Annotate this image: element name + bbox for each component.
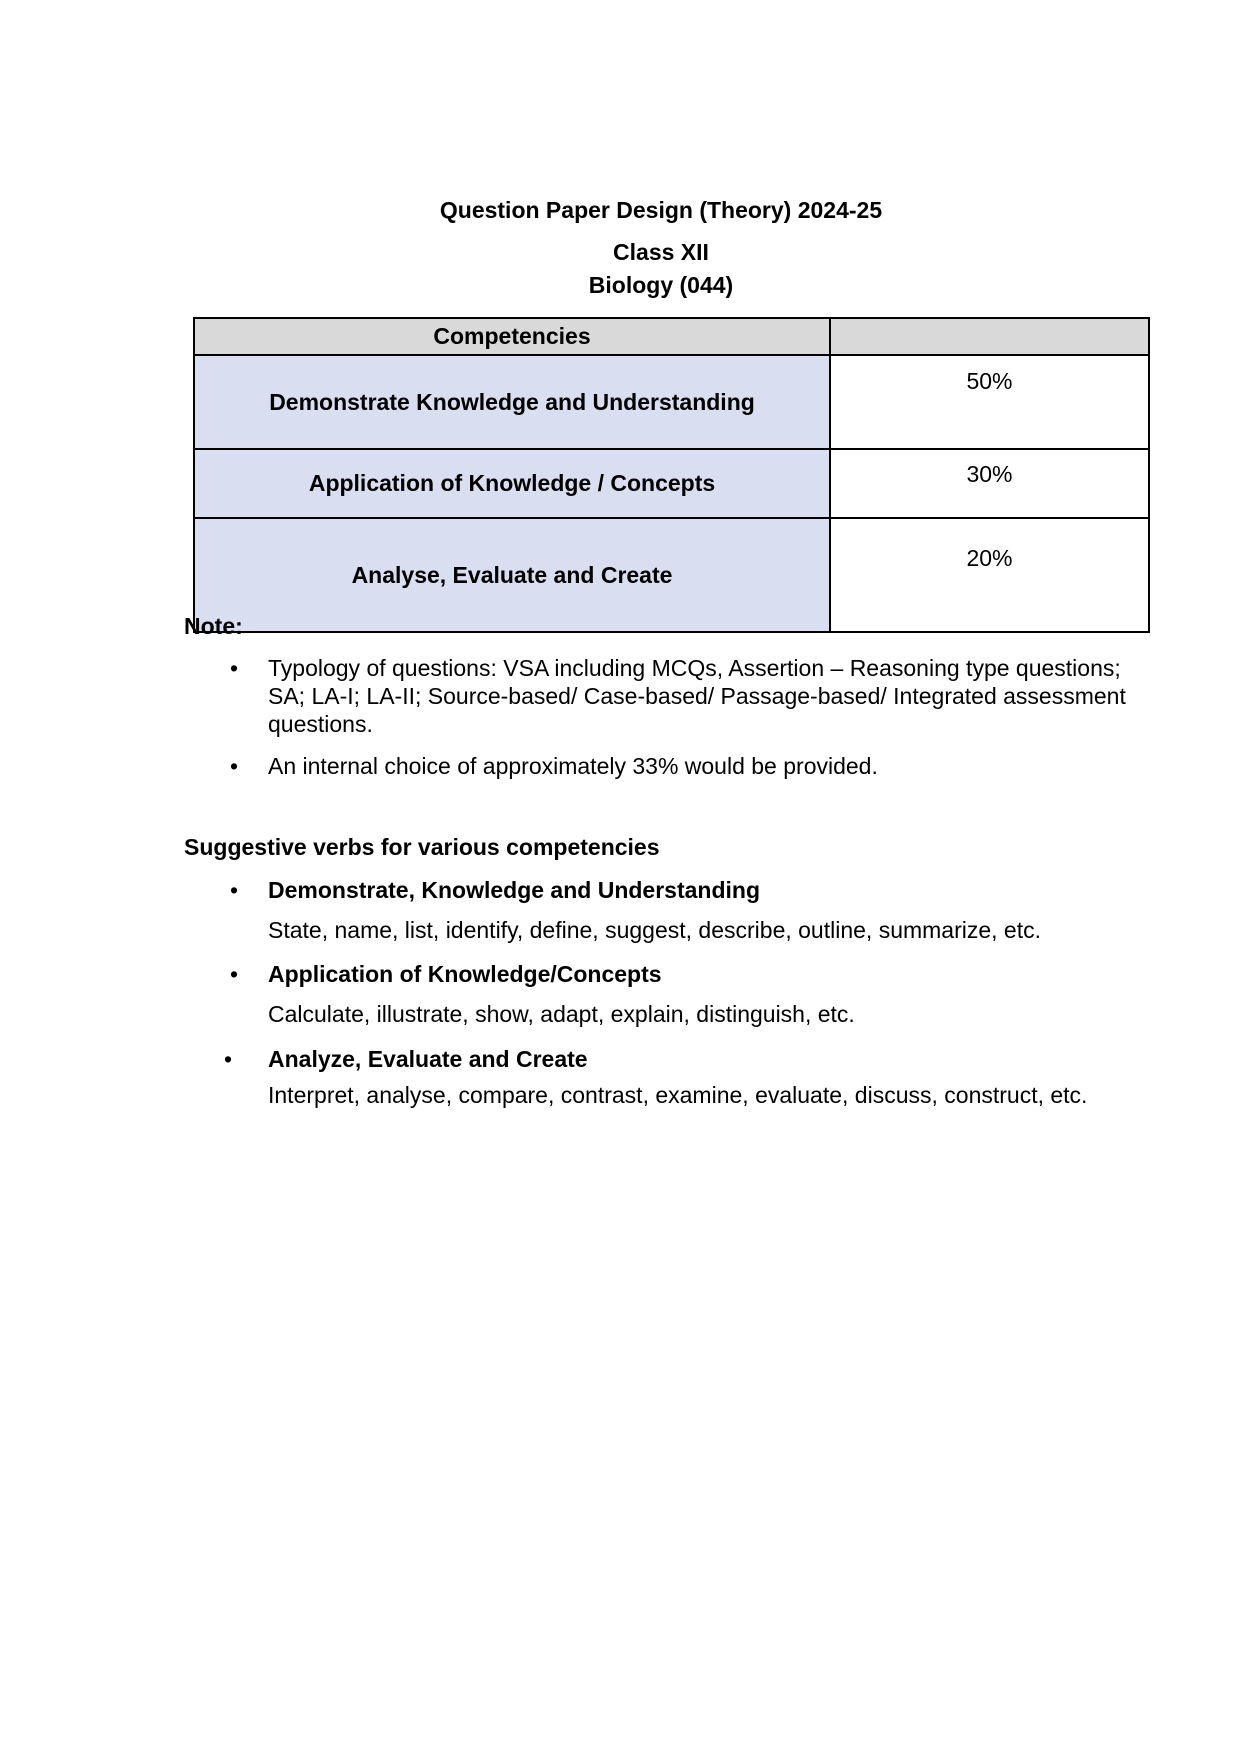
- weightage-cell: 30%: [830, 449, 1149, 518]
- competencies-header: Competencies: [194, 318, 830, 355]
- bullet-icon: •: [230, 961, 239, 987]
- bullet-icon: •: [230, 655, 239, 681]
- list-item: [224, 1045, 1128, 1109]
- competency-cell: Application of Knowledge / Concepts: [194, 449, 830, 518]
- class-label: Class XII: [613, 239, 709, 265]
- weightage-header: [830, 318, 1149, 355]
- document-title: Question Paper Design (Theory) 2024-25: [439, 197, 883, 223]
- verb-category-title: Analyze, Evaluate and Create: [268, 1046, 588, 1072]
- table-row: [194, 355, 1149, 449]
- note-heading: Note:: [184, 613, 243, 639]
- bullet-icon: •: [230, 877, 239, 903]
- competencies-table: [193, 317, 1150, 633]
- bullet-icon: •: [224, 1046, 233, 1072]
- list-item: [230, 960, 1128, 1028]
- weightage-cell: 20%: [830, 518, 1149, 632]
- list-item: [230, 752, 1128, 780]
- weightage-cell: 50%: [830, 355, 1149, 449]
- verb-category-text: Calculate, illustrate, show, adapt, explain, distinguish, etc.: [268, 1001, 855, 1027]
- bullet-icon: •: [230, 753, 239, 779]
- competency-cell: Analyse, Evaluate and Create: [194, 518, 830, 632]
- note-item-text: An internal choice of approximately 33% would be provided.: [268, 753, 878, 779]
- competency-cell: Demonstrate Knowledge and Understanding: [194, 355, 830, 449]
- verbs-heading: Suggestive verbs for various competencies: [184, 834, 660, 860]
- table-header-row: [194, 318, 1149, 355]
- note-item-text: Typology of questions: VSA including MCQs, Assertion – Reasoning type questions; SA; LA-I; LA-II; Source-based/ Case-based/ Passage-based/ Integrated assessment questions.: [268, 655, 1126, 737]
- list-item: [230, 876, 1128, 944]
- subject-label: Biology (044): [588, 272, 734, 298]
- verb-category-title: Demonstrate, Knowledge and Understanding: [268, 877, 760, 903]
- list-item: [230, 654, 1128, 738]
- verb-category-title: Application of Knowledge/Concepts: [268, 961, 662, 987]
- verb-category-text: Interpret, analyse, compare, contrast, examine, evaluate, discuss, construct, etc.: [268, 1082, 1088, 1108]
- table-row: [194, 518, 1149, 632]
- verb-category-text: State, name, list, identify, define, suggest, describe, outline, summarize, etc.: [268, 917, 1042, 943]
- table-row: [194, 449, 1149, 518]
